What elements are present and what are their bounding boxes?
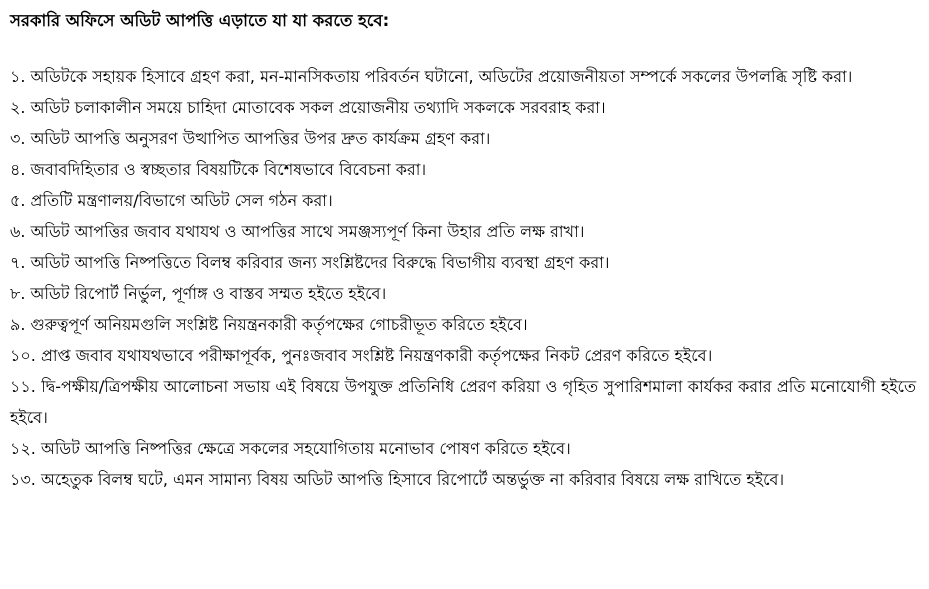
list-item-3: ৩. অডিট আপত্তি অনুসরণ উত্থাপিত আপত্তির উপর দ্রুত কার্যক্রম গ্রহণ করা। — [10, 129, 491, 148]
list-item-12: ১২. অডিট আপত্তি নিষ্পত্তির ক্ষেত্রে সকলের সহযোগিতায় মনোভাব পোষণ করিতে হইবে। — [10, 439, 571, 458]
list-item-9: ৯. গুরুত্বপূর্ণ অনিয়মগুলি সংশ্লিষ্ট নিয়ন্ত্রনকারী কর্তৃপক্ষের গোচরীভূত করিতে হইবে। — [10, 315, 528, 334]
list-item-4: ৪. জবাবদিহিতার ও স্বচ্ছতার বিষয়টিকে বিশেষভাবে বিবেচনা করা। — [10, 160, 427, 179]
list-item-5: ৫. প্রতিটি মন্ত্রণালয়/বিভাগে অডিট সেল গঠন করা। — [10, 191, 333, 210]
list-item-1: ১. অডিটকে সহায়ক হিসাবে গ্রহণ করা, মন-মানসিকতায় পরিবর্তন ঘটানো, অডিটের প্রয়োজনীয়তা সম্পর্কে সকলের উপলব্ধি সৃষ্টি করা। — [10, 67, 853, 86]
list-item-10: ১০. প্রাপ্ত জবাব যথাযথভাবে পরীক্ষাপূর্বক, পুনঃজবাব সংশ্লিষ্ট নিয়ন্ত্রণকারী কর্তৃপক্ষের নিকট প্রেরণ করিতে হইবে। — [10, 346, 713, 365]
list-item-6: ৬. অডিট আপত্তির জবাব যথাযথ ও আপত্তির সাথে সমঞ্জস্যপূর্ণ কিনা উহার প্রতি লক্ষ রাখা। — [10, 222, 585, 241]
list-item-11: ১১. দ্বি-পক্ষীয়/ত্রিপক্ষীয় আলোচনা সভায় এই বিষয়ে উপযুক্ত প্রতিনিধি প্রেরণ করিয়া ও গৃহিত সুপারিশমালা কার্যকর করার প্রতি মনোযোগী হইতে হইবে। — [10, 377, 916, 427]
document-page — [10, 8, 916, 495]
list-item-2: ২. অডিট চলাকালীন সময়ে চাহিদা মোতাবেক সকল প্রয়োজনীয় তথ্যাদি সকলকে সরবরাহ করা। — [10, 98, 606, 117]
page-title: সরকারি অফিসে অডিট আপত্তি এড়াতে যা যা করতে হবে: — [10, 11, 390, 30]
list-item-8: ৮. অডিট রিপোর্ট নির্ভুল, পূর্ণাঙ্গ ও বাস্তব সম্মত হইতে হইবে। — [10, 284, 387, 303]
list-item-13: ১৩. অহেতুক বিলম্ব ঘটে, এমন সামান্য বিষয় অডিট আপত্তি হিসাবে রিপোর্টে অন্তর্ভুক্ত না করিবার বিষয়ে লক্ষ রাখিতে হইবে। — [10, 470, 785, 489]
list-item-7: ৭. অডিট আপত্তি নিষ্পত্তিতে বিলম্ব করিবার জন্য সংশ্লিষ্টদের বিরুদ্ধে বিভাগীয় ব্যবস্থা গ্রহণ করা। — [10, 253, 610, 272]
